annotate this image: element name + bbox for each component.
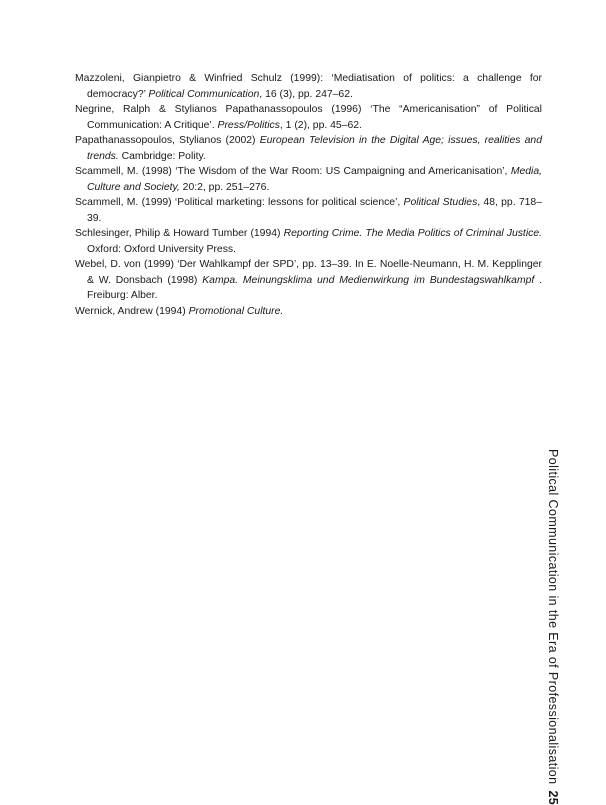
reference-entry: Papathanassopoulos, Stylianos (2002) European Television in the Digital Age; issues, realities and trends. Cambridge: Polity. [75, 135, 542, 162]
running-title: Political Communication in the Era of Professionalisation [546, 449, 560, 785]
reference-entry: Schlesinger, Philip & Howard Tumber (1994) Reporting Crime. The Media Politics of Criminal Justice. Oxford: Oxford University Press. [75, 228, 542, 255]
page-number: 25 [546, 790, 560, 805]
reference-list [75, 71, 542, 319]
reference-entry: Scammell, M. (1998) ‘The Wisdom of the War Room: US Campaigning and Americanisation’, Media, Culture and Society, 20:2, pp. 251–276. [75, 166, 542, 193]
reference-entry: Wernick, Andrew (1994) Promotional Culture. [75, 305, 284, 317]
reference-entry: Webel, D. von (1999) ‘Der Wahlkampf der SPD’, pp. 13–39. In E. Noelle-Neumann, H. M. Kepplinger & W. Donsbach (1998) Kampa. Meinungsklima und Medienwirkung im Bundestagswahlkampf . Freiburg: Alber. [75, 259, 542, 301]
reference-entry: Negrine, Ralph & Stylianos Papathanassopoulos (1996) ‘The “Americanisation” of Political Communication: A Critique’. Press/Politics, 1 (2), pp. 45–62. [75, 104, 542, 131]
reference-entry: Mazzoleni, Gianpietro & Winfried Schulz (1999): ‘Mediatisation of politics: a challenge for democracy?’ Political Communication, 16 (3), pp. 247–62. [75, 73, 542, 100]
reference-entry: Scammell, M. (1999) ‘Political marketing: lessons for political science’, Political Studies, 48, pp. 718–39. [75, 197, 542, 224]
running-footer [546, 449, 560, 805]
